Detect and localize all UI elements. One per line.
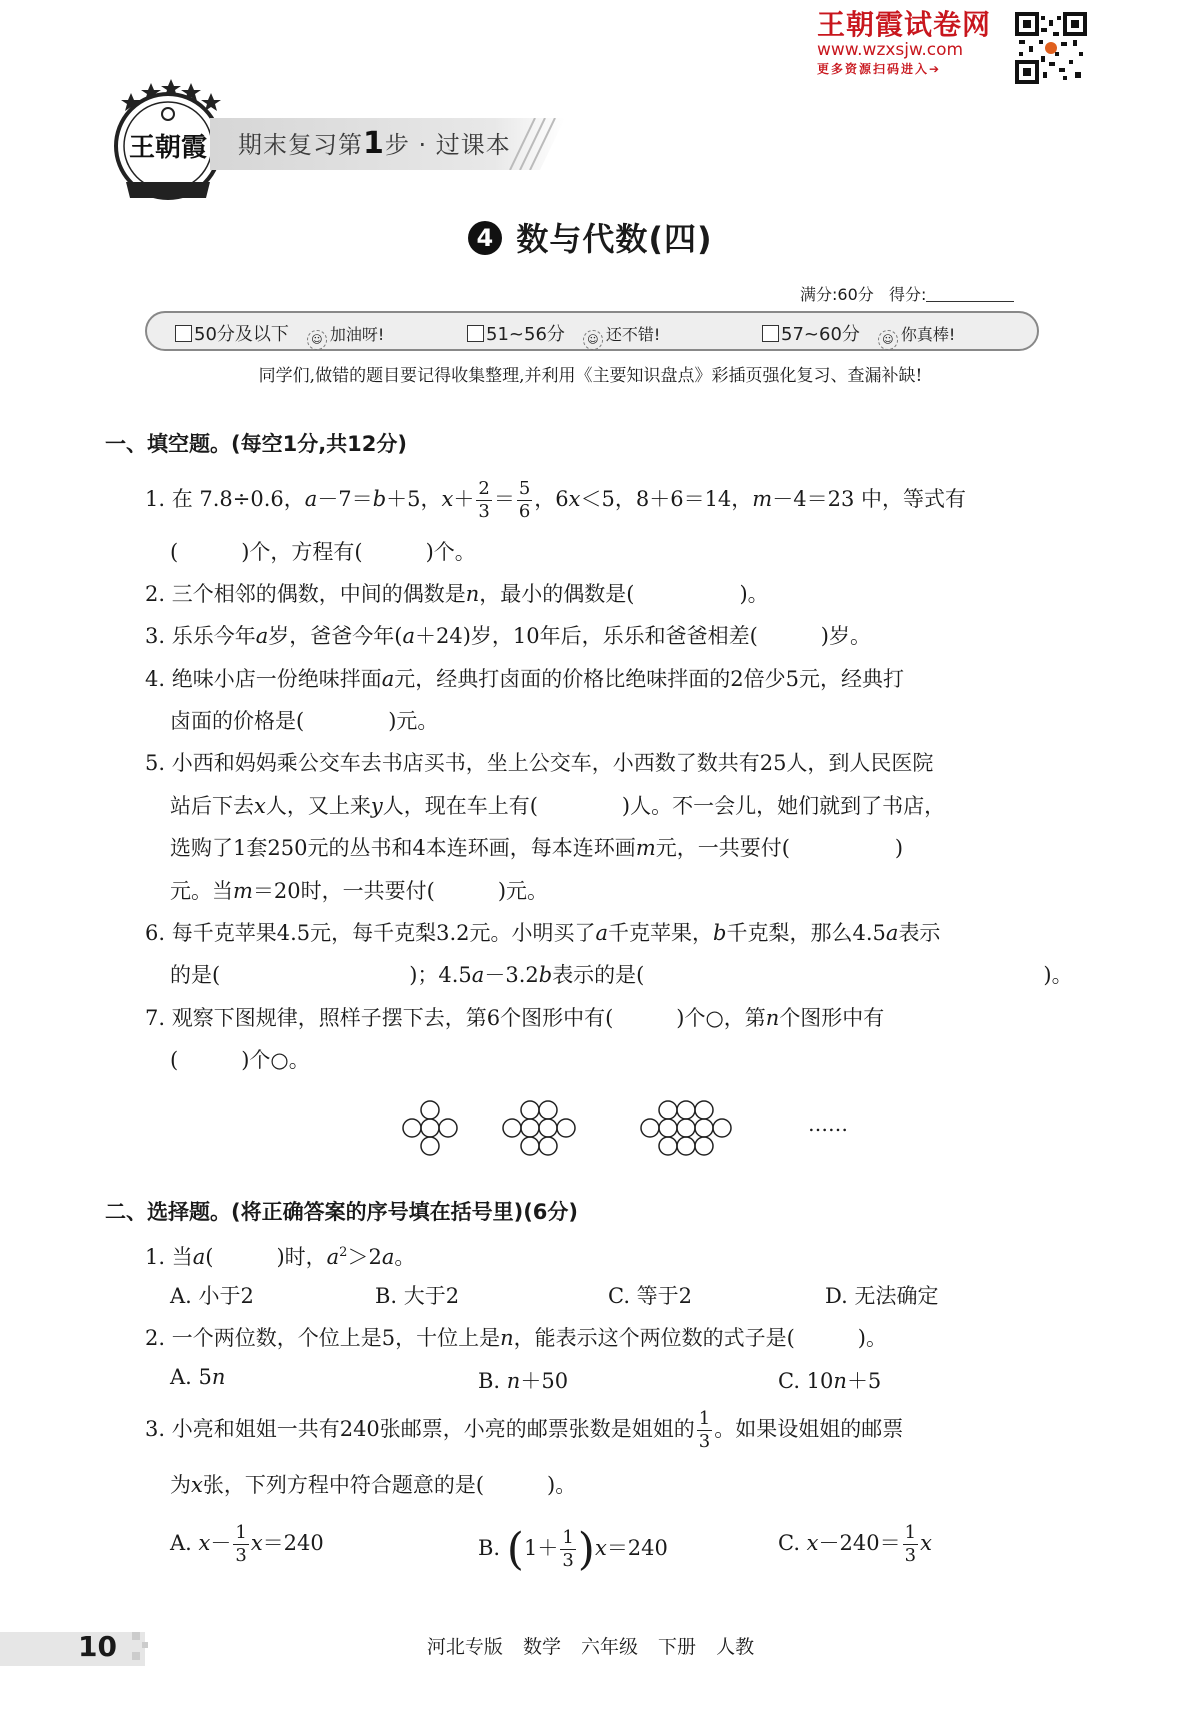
question-6-line2[interactable]: 的是( )；4.5a－3.2b表示的是( )。 <box>170 963 1073 987</box>
brand-block <box>817 10 991 78</box>
checkbox[interactable] <box>467 325 484 342</box>
score-info: 满分:60分 得分: <box>800 282 1014 305</box>
question-5-line3[interactable]: 选购了1套250元的丛书和4本连环画，每本连环画m元，一共要付( ) <box>170 836 904 860</box>
page-number: 10 <box>78 1630 117 1663</box>
choice-2-option-a[interactable]: A. 5n <box>170 1365 226 1389</box>
choice-3-option-c[interactable]: C. x－240＝ $\frac{1}{3}$ x <box>778 1522 932 1566</box>
section-title: 二、选择题。(将正确答案的序号填在括号里)(6分) <box>105 1200 579 1224</box>
choice-3-option-b[interactable]: B. (1＋ $\frac{1}{3}$ )x＝240 <box>478 1524 668 1575</box>
title-text: 数与代数(四) <box>516 220 713 258</box>
qr-code-icon[interactable] <box>1015 12 1087 84</box>
choice-1-option-d[interactable]: D. 无法确定 <box>825 1284 939 1308</box>
brand-more: 更多资源扫码进入➔ <box>816 62 942 76</box>
choice-3-option-a[interactable]: A. x－ $\frac{1}{3}$ x＝240 <box>170 1522 324 1566</box>
rating-item: 57~60分 ☺ 你真棒! <box>762 320 955 350</box>
section-title: 一、填空题。(每空1分,共12分) <box>105 432 408 456</box>
brand-name: 王朝霞试卷网 <box>816 8 991 41</box>
choice-2-option-c[interactable]: C. 10n＋5 <box>778 1369 882 1393</box>
question-4-line2[interactable]: 卤面的价格是( )元。 <box>170 709 439 733</box>
face-icon: ☺ <box>583 330 603 350</box>
choice-2-option-b[interactable]: B. n＋50 <box>478 1369 569 1393</box>
title-number-badge: 4 <box>468 221 502 255</box>
fraction: $\frac{1}{3}$ <box>698 1408 711 1452</box>
page-title <box>0 214 1181 260</box>
pattern-figure-1 <box>403 1101 457 1155</box>
choice-3: 3. 小亮和姐姐一共有240张邮票，小亮的邮票张数是姐姐的 $\frac{1}{3}$ 。如果设姐姐的邮票 <box>145 1408 904 1452</box>
choice-1-option-b[interactable]: B. 大于2 <box>375 1284 460 1308</box>
choice-2: 2. 一个两位数，个位上是5，十位上是n，能表示这个两位数的式子是( )。 <box>145 1326 887 1350</box>
svg-text:王朝霞: 王朝霞 <box>128 133 208 163</box>
pattern-ellipsis: …… <box>808 1112 848 1136</box>
rating-item: 50分及以下 ☺ 加油呀! <box>175 320 384 350</box>
checkbox[interactable] <box>175 325 192 342</box>
pattern-figure-2 <box>503 1101 575 1155</box>
rating-bar <box>145 311 1039 351</box>
question-6: 6. 每千克苹果4.5元，每千克梨3.2元。小明买了a千克苹果，b千克梨，那么4.5a表示 <box>145 921 941 945</box>
question-4: 4. 绝味小店一份绝味拌面a元，经典打卤面的价格比绝味拌面的2倍少5元，经典打 <box>145 667 904 691</box>
question-1-line2[interactable]: ( )个，方程有( )个。 <box>170 540 476 564</box>
brand-url[interactable]: www.wzxsjw.com <box>816 40 964 60</box>
hint-text: 同学们,做错的题目要记得收集整理,并利用《主要知识盘点》彩插页强化复习、查漏补缺! <box>258 366 923 386</box>
choice-1: 1. 当a( )时，$a^2>2a$。 <box>145 1245 416 1269</box>
choice-3-line2[interactable]: 为x张，下列方程中符合题意的是( )。 <box>170 1473 577 1497</box>
question-7: 7. 观察下图规律，照样子摆下去，第6个图形中有( )个○，第n个图形中有 <box>145 1006 885 1030</box>
choice-1-option-c[interactable]: C. 等于2 <box>608 1284 693 1308</box>
question-5-line4[interactable]: 元。当m＝20时，一共要付( )元。 <box>170 879 549 903</box>
checkbox[interactable] <box>762 325 779 342</box>
question-2: 2. 三个相邻的偶数，中间的偶数是n，最小的偶数是( )。 <box>145 582 769 606</box>
question-5-line2[interactable]: 站后下去x人，又上来y人，现在车上有( )人。不一会儿，她们就到了书店， <box>170 794 946 818</box>
question-3: 3. 乐乐今年a岁，爸爸今年(a＋24)岁，10年后，乐乐和爸爸相差( )岁。 <box>145 624 872 648</box>
face-icon: ☺ <box>307 330 327 350</box>
question-5: 5. 小西和妈妈乘公交车去书店买书，坐上公交车，小西数了数共有25人，到人民医院 <box>145 751 934 775</box>
face-icon: ☺ <box>878 330 898 350</box>
question-1: 1. 在 7.8÷0.6，a－7＝b＋5，x＋ $\frac{2}{3}$ ＝ $\frac{5}{6}$ ，6x＜5，8＋6＝14，m－4＝23 中，等式有 <box>145 478 966 522</box>
banner-text: 期末复习第1步 · 过课本 <box>238 126 511 161</box>
fraction: $\frac{5}{6}$ <box>518 478 531 522</box>
score-blank[interactable] <box>926 287 1014 302</box>
fraction: $\frac{2}{3}$ <box>478 478 490 522</box>
rating-item: 51~56分 ☺ 还不错! <box>467 320 660 350</box>
pattern-figure-3 <box>641 1101 731 1155</box>
footer-info: 河北专版 数学 六年级 下册 人教 <box>426 1636 755 1658</box>
question-7-line2[interactable]: ( )个○。 <box>170 1048 310 1072</box>
circle-pattern-figure <box>400 1100 800 1160</box>
choice-1-option-a[interactable]: A. 小于2 <box>170 1284 254 1308</box>
